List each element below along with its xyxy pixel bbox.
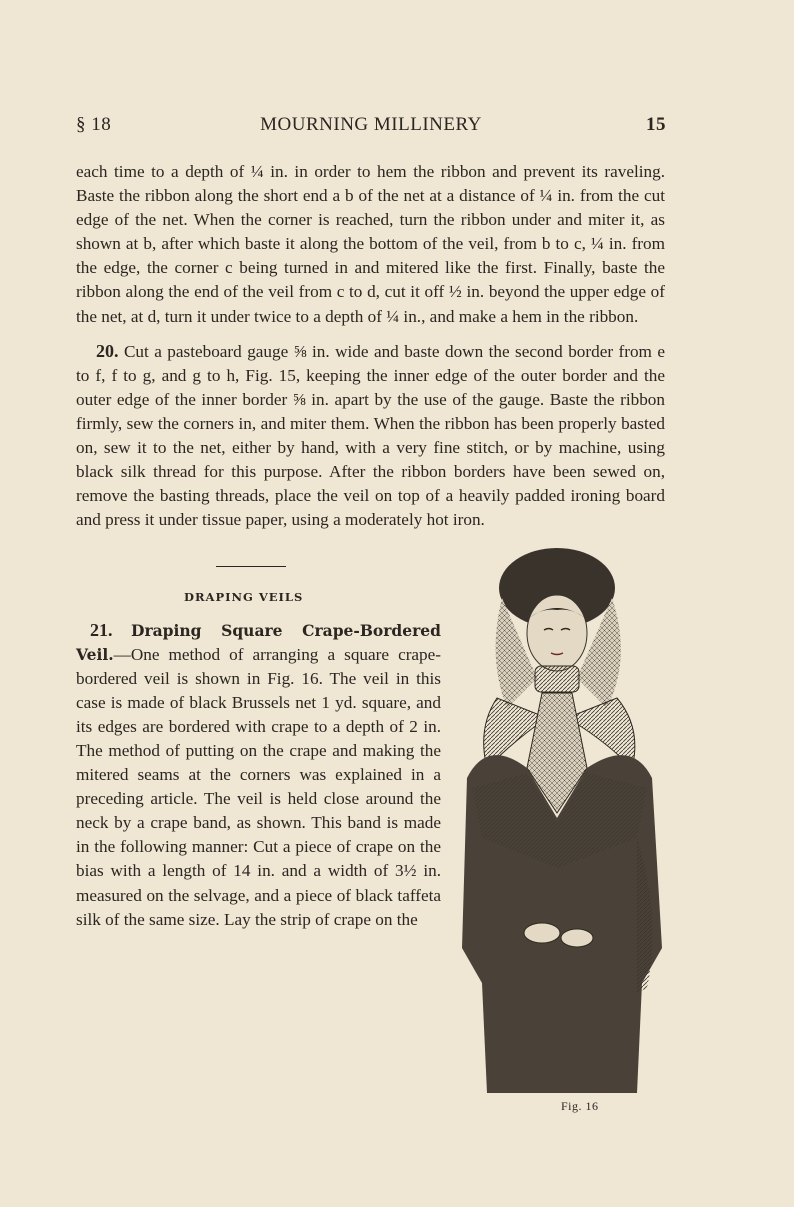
paragraph-21-title: Draping Square Crape-Bordered Veil. xyxy=(76,620,441,664)
paragraph-number: 20. xyxy=(96,340,119,361)
woman-in-mourning-veil-illustration xyxy=(447,538,675,1098)
section-divider xyxy=(216,566,286,567)
paragraph-19-continued: each time to a depth of ¼ in. in order to hem the ribbon and prevent its raveling. Baste the ribbon along the short end a b of the net at a distance of ¼ in. from the cut edge of the net. When the corner is reached, turn the ribbon under and miter it, as shown at b, after which baste it along the bottom of the veil, from b to c, ¼ in. from the edge, the corner c being turned in and mitered like the first. Finally, baste the ribbon along the end of the veil from c to d, cut it off ½ in. beyond the upper edge of the net, at d, turn it under twice to a depth of ¼ in., and make a hem in the ribbon. xyxy=(76,162,665,326)
figure-16 xyxy=(447,538,675,1123)
paragraph-20 xyxy=(76,339,665,533)
section-subheading: DRAPING VEILS xyxy=(184,590,304,605)
page-header xyxy=(76,114,666,140)
paragraph-number: 21. xyxy=(90,619,113,640)
figure-caption: Fig. 16 xyxy=(561,1099,599,1114)
page-number: 15 xyxy=(646,114,666,135)
body-text xyxy=(76,160,665,1123)
paragraph-20-text: Cut a pasteboard gauge ⅝ in. wide and baste down the second border from e to f, f to g, and g to h, Fig. 15, keeping the inner edge of the outer border and the outer edge of the inner border ⅝ in. apart by the use of the gauge. Baste the ribbon firmly, sew the corners in, and miter them. When the ribbon has been properly basted on, sew it to the net, either by hand, with a very fine stitch, or by machine, using black silk thread for this purpose. After the ribbon borders have been sewed on, remove the basting threads, place the veil on top of a heavily padded ironing board and press it under tissue paper, using a moderately hot iron. xyxy=(76,341,665,530)
section-number: § 18 xyxy=(76,114,112,135)
running-title: MOURNING MILLINERY xyxy=(260,114,482,135)
paragraph-21-text: —One method of arranging a square crape-bordered veil is shown in Fig. 16. The veil in this case is made of black Brussels net 1 yd. square, and its edges are bordered with crape to a depth of 2 in. The method of putting on the crape and making the mitered seams at the corners was explained in a preceding article. The veil is held close around the neck by a crape band, as shown. This band is made in the following manner: Cut a piece of crape on the bias with a length of 14 in. and a width of 3½ in. measured on the selvage, and a piece of black taffeta silk of the same size. Lay the strip of crape on the xyxy=(76,644,441,929)
